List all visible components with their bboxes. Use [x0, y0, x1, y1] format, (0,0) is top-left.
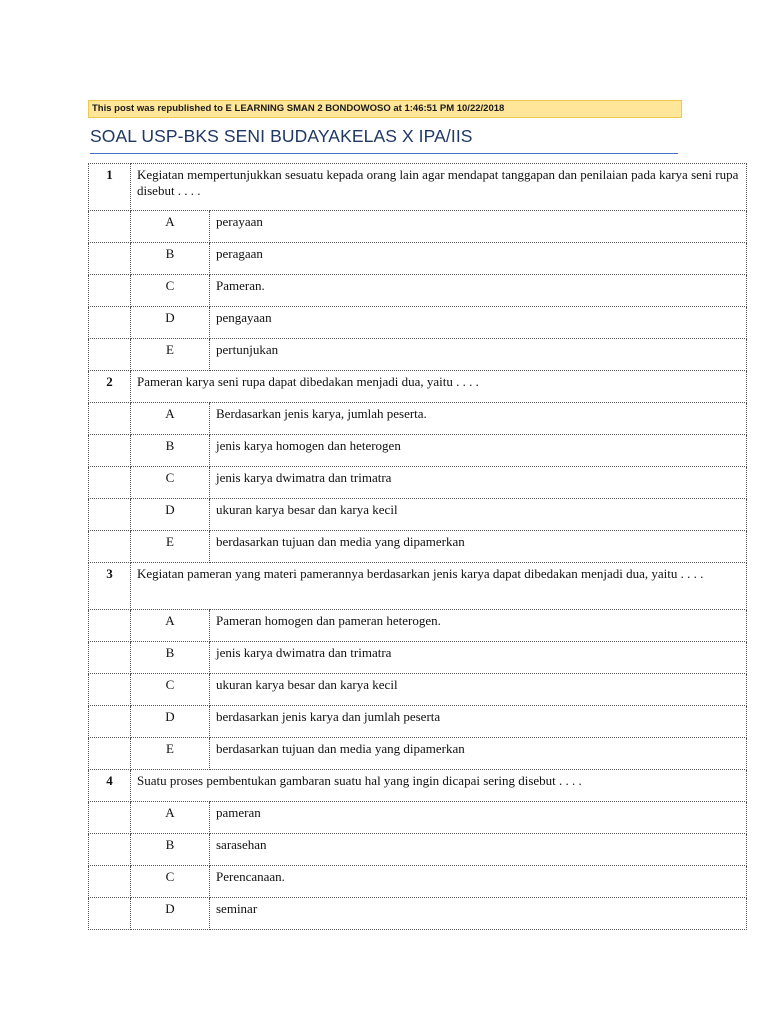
option-row [89, 339, 747, 371]
option-letter: D [131, 706, 210, 738]
empty-cell [89, 706, 131, 738]
empty-cell [89, 211, 131, 243]
option-letter: A [131, 610, 210, 642]
empty-cell [89, 531, 131, 563]
option-text: seminar [210, 898, 747, 930]
question-number: 2 [89, 371, 131, 403]
empty-cell [89, 467, 131, 499]
empty-cell [89, 866, 131, 898]
option-row [89, 834, 747, 866]
option-text: Perencanaan. [210, 866, 747, 898]
option-text: ukuran karya besar dan karya kecil [210, 499, 747, 531]
option-letter: B [131, 834, 210, 866]
question-text: Kegiatan mempertunjukkan sesuatu kepada orang lain agar mendapat tanggapan dan penilaian pada karya seni rupa disebut . . . . [131, 164, 747, 211]
option-letter: C [131, 467, 210, 499]
option-row [89, 802, 747, 834]
option-letter: A [131, 211, 210, 243]
empty-cell [89, 435, 131, 467]
option-row [89, 674, 747, 706]
option-text: perayaan [210, 211, 747, 243]
empty-cell [89, 674, 131, 706]
empty-cell [89, 834, 131, 866]
option-text: Pameran homogen dan pameran heterogen. [210, 610, 747, 642]
option-row [89, 307, 747, 339]
option-letter: B [131, 243, 210, 275]
option-text: Berdasarkan jenis karya, jumlah peserta. [210, 403, 747, 435]
option-row [89, 467, 747, 499]
option-text: Pameran. [210, 275, 747, 307]
option-letter: C [131, 674, 210, 706]
option-letter: B [131, 435, 210, 467]
question-row [89, 371, 747, 403]
option-letter: D [131, 307, 210, 339]
question-text: Pameran karya seni rupa dapat dibedakan menjadi dua, yaitu . . . . [131, 371, 747, 403]
option-row [89, 435, 747, 467]
empty-cell [89, 802, 131, 834]
option-letter: E [131, 339, 210, 371]
option-letter: B [131, 642, 210, 674]
option-row [89, 738, 747, 770]
option-letter: D [131, 898, 210, 930]
option-row [89, 642, 747, 674]
option-letter: A [131, 403, 210, 435]
question-number: 3 [89, 563, 131, 610]
question-table [88, 163, 747, 930]
page-title: SOAL USP-BKS SENI BUDAYAKELAS X IPA/IIS [90, 126, 473, 146]
title-underline [90, 153, 678, 154]
option-text: pameran [210, 802, 747, 834]
empty-cell [89, 738, 131, 770]
option-text: pengayaan [210, 307, 747, 339]
option-text: pertunjukan [210, 339, 747, 371]
option-row [89, 499, 747, 531]
option-row [89, 403, 747, 435]
option-text: berdasarkan tujuan dan media yang dipamerkan [210, 531, 747, 563]
question-row [89, 164, 747, 211]
option-letter: E [131, 531, 210, 563]
empty-cell [89, 307, 131, 339]
empty-cell [89, 275, 131, 307]
empty-cell [89, 403, 131, 435]
option-row [89, 706, 747, 738]
question-text: Kegiatan pameran yang materi pamerannya berdasarkan jenis karya dapat dibedakan menjadi dua, yaitu . . . . [131, 563, 747, 610]
option-text: jenis karya dwimatra dan trimatra [210, 467, 747, 499]
option-row [89, 866, 747, 898]
option-row [89, 243, 747, 275]
option-letter: D [131, 499, 210, 531]
option-letter: E [131, 738, 210, 770]
option-row [89, 211, 747, 243]
empty-cell [89, 642, 131, 674]
option-text: berdasarkan jenis karya dan jumlah peserta [210, 706, 747, 738]
option-row [89, 610, 747, 642]
republish-banner: This post was republished to E LEARNING SMAN 2 BONDOWOSO at 1:46:51 PM 10/22/2018 [88, 100, 682, 118]
option-text: jenis karya dwimatra dan trimatra [210, 642, 747, 674]
empty-cell [89, 243, 131, 275]
option-text: jenis karya homogen dan heterogen [210, 435, 747, 467]
question-text: Suatu proses pembentukan gambaran suatu hal yang ingin dicapai sering disebut . . . . [131, 770, 747, 802]
question-row [89, 563, 747, 610]
option-letter: C [131, 866, 210, 898]
option-text: berdasarkan tujuan dan media yang dipamerkan [210, 738, 747, 770]
empty-cell [89, 898, 131, 930]
question-number: 4 [89, 770, 131, 802]
question-number: 1 [89, 164, 131, 211]
option-text: peragaan [210, 243, 747, 275]
option-row [89, 531, 747, 563]
empty-cell [89, 339, 131, 371]
option-text: ukuran karya besar dan karya kecil [210, 674, 747, 706]
option-text: sarasehan [210, 834, 747, 866]
empty-cell [89, 610, 131, 642]
option-letter: C [131, 275, 210, 307]
option-letter: A [131, 802, 210, 834]
option-row [89, 898, 747, 930]
option-row [89, 275, 747, 307]
empty-cell [89, 499, 131, 531]
question-row [89, 770, 747, 802]
